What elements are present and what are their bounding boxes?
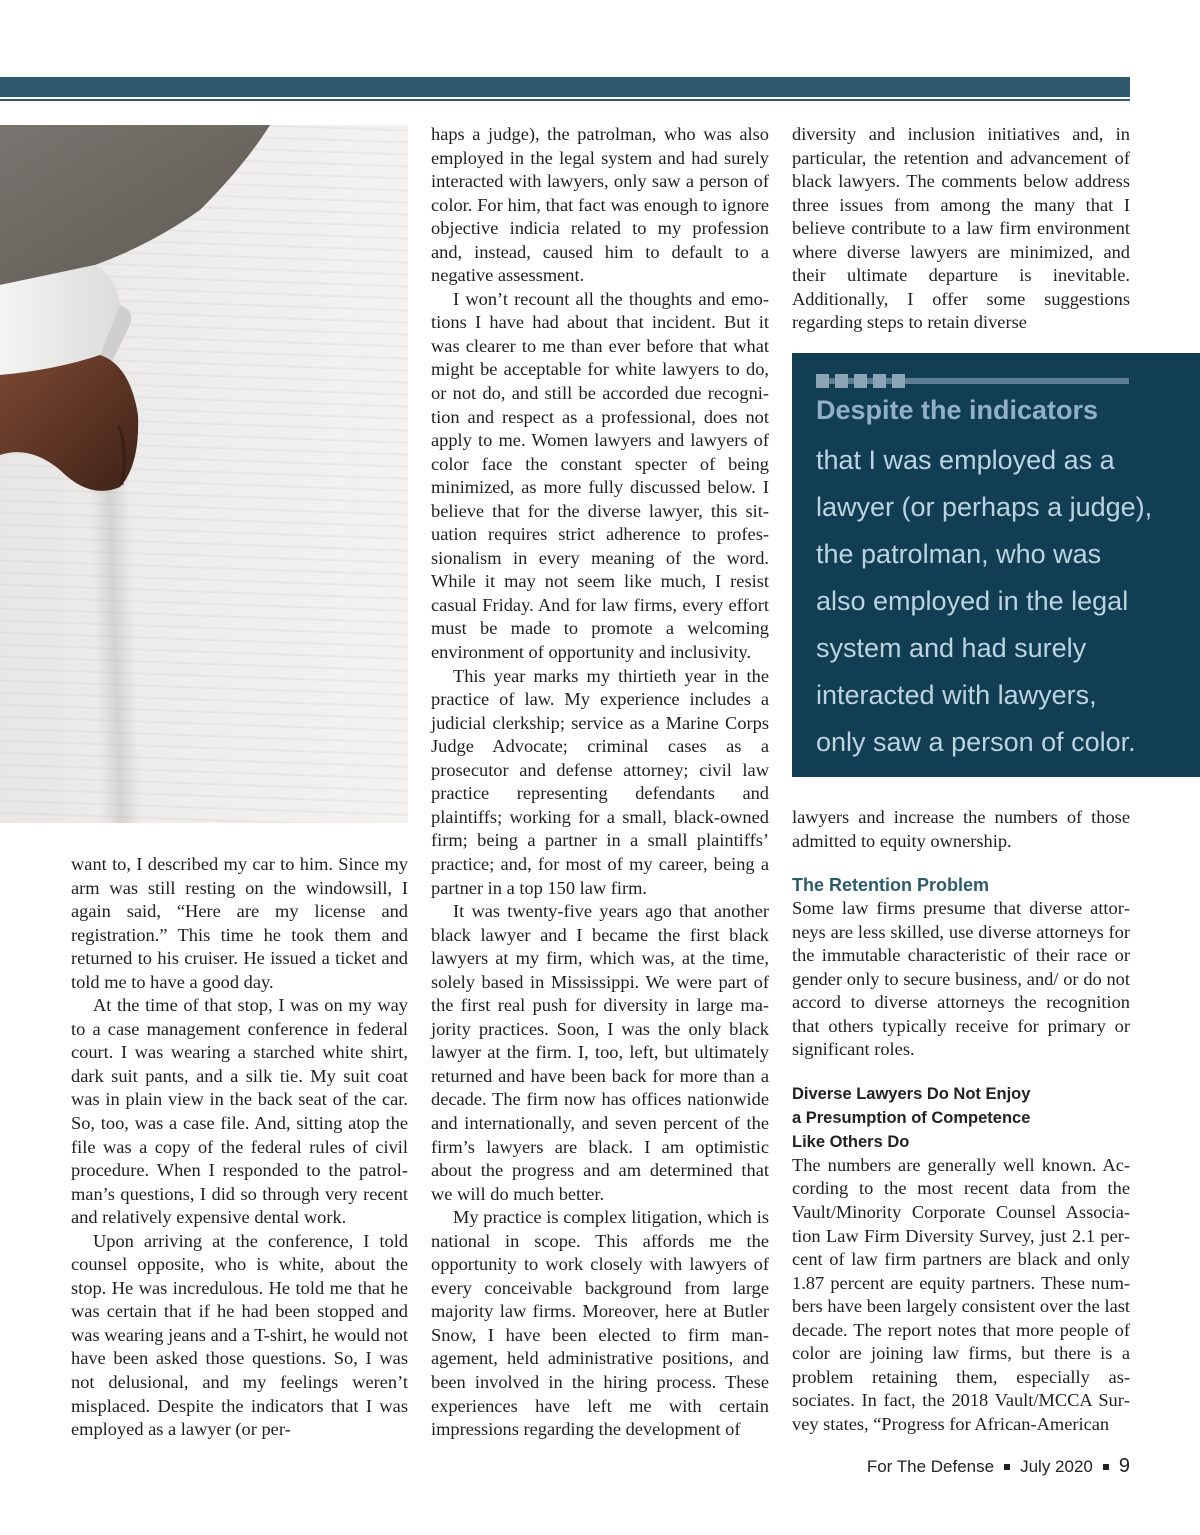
suited-arm-photo [0, 125, 408, 823]
paragraph: diversity and inclusion initiatives and, in particular, the retention and advancement of black lawyers. The comments below address three issues from among the many that I believe contribute to a law firm environment where diverse lawyers are minimized, and their ultimate departure is inevitable. Additionally, I offer some suggestions regarding steps to retain diverse [792, 124, 1130, 333]
paragraph: Some law firms presume that diverse attorneys are less skilled, use diverse attorneys for the immutable characteristic of their race or gender only to secure business, and/ or do not accord to diverse attorneys the recognition that others typically receive for primary or significant roles. [792, 898, 1130, 1060]
article-column-right-bottom [792, 806, 1130, 1436]
page-number: 9 [1118, 1455, 1130, 1477]
article-column-left [71, 853, 408, 1442]
pull-quote-line: the patrolman, who was [816, 539, 1102, 569]
paragraph: The numbers are generally well known. According to the most recent data from the Vault/Minority Corporate Counsel Association Law Firm Diversity Survey, just 2.1 percent of law firm partners are black and only 1.87 percent are equity partners. These numbers have been largely consistent over the last decade. The report notes that more people of color are joining law firms, but there is a problem retaining them, especially associates. In fact, the 2018 Vault/MCCA Survey states, “Progress for African-American [792, 1154, 1130, 1434]
paragraph: This year marks my thirtieth year in the practice of law. My experience includes a judicial clerkship; service as a Marine Corps Judge Advocate; criminal cases as a prosecutor and defense attorney; civil law practice representing defendants and plaintiffs; working for a small, black-owned firm; being a partner in a small plaintiffs’ practice; and, for most of my career, being a partner in a top 150 law firm. [431, 665, 769, 898]
subsection-heading-line: Like Others Do [792, 1132, 910, 1151]
paragraph: I won’t recount all the thoughts and emotions I have had about that incident. But it was clearer to me than ever before that what might be acceptable for white lawyers to do, or not do, and still be accorded due recognition and respect as a professional, does not apply to me. Women lawyers and lawyers of color face the constant specter of being minimized, as more fully discussed below. I believe that for the diverse lawyer, this situation requires strict adherence to professionalism in every meaning of the word. While it may not seem like much, I resist casual Friday. And for law firms, every effort must be made to promote a welcoming environment of opportunity and inclusivity. [431, 288, 769, 663]
pull-quote-line: system and had surely [816, 633, 1087, 663]
separator-bullet-icon [1004, 1464, 1010, 1470]
header-rule [0, 99, 1130, 101]
arm-illustration [0, 125, 408, 823]
issue-date: July 2020 [1020, 1456, 1093, 1476]
paragraph: It was twenty-five years ago that another black lawyer and I became the first black lawyers at my firm, which was, at the time, solely based in Mississippi. We were part of the first real push for diversity in large majority practices. Soon, I was the only black lawyer at the firm. I, too, left, but ultimately returned and have been back for more than a decade. The firm now has offices nationwide and internationally, and seven percent of the firm’s lawyers are black. I am optimistic about the progress and am determined that we will do much better. [431, 901, 769, 1204]
paragraph: lawyers and increase the numbers of those admitted to equity ownership. [792, 807, 1130, 851]
pull-quote-line: that I was employed as a [816, 445, 1115, 475]
pull-quote-body [816, 437, 1186, 766]
pull-quote-line: interacted with lawyers, [816, 680, 1097, 710]
pull-quote [792, 353, 1200, 777]
pull-quote-line: lawyer (or perhaps a judge), [816, 492, 1153, 522]
subsection-heading-line: a Presumption of Competence [792, 1108, 1031, 1127]
paragraph: At the time of that stop, I was on my way to a case management conference in federal court. I was wearing a starched white shirt, dark suit pants, and a silk tie. My suit coat was in plain view in the back seat of the car. So, too, was a case file. And, sitting atop the file was a copy of the federal rules of civil procedure. When I responded to the patrolman’s questions, I did so through very recent and relatively expensive dental work. [71, 995, 408, 1228]
pull-quote-line: only saw a person of color. [816, 727, 1136, 757]
subsection-heading-line: Diverse Lawyers Do Not Enjoy [792, 1084, 1031, 1103]
separator-bullet-icon [1103, 1464, 1109, 1470]
paragraph: My practice is complex litigation, which is national in scope. This affords me the opportunity to work closely with lawyers of every conceivable background from large majority law firms. Moreover, here at Butler Snow, I have been elected to firm management, held administrative positions, and been involved in the hiring process. These experiences have left me with certain impressions regarding the development of [431, 1207, 769, 1440]
subsection-heading [792, 1082, 1130, 1154]
paragraph: haps a judge), the patrolman, who was also employed in the legal system and had surely interacted with lawyers, only saw a person of color. For him, that fact was enough to ignore objective indicia related to my profession and, instead, caused him to default to a negative assessment. [431, 124, 769, 286]
pull-quote-heading: Despite the indicators [816, 395, 1099, 425]
header-color-bar [0, 77, 1130, 97]
paragraph: Upon arriving at the conference, I told counsel opposite, who is white, about the stop. He was incredulous. He told me that he was certain that if he had been stopped and was wearing jeans and a T-shirt, he would not have been asked those questions. So, I was not delusional, and my feelings weren’t misplaced. Despite the indicators that I was employed as a lawyer (or per- [71, 1230, 408, 1440]
article-column-middle [431, 123, 769, 1442]
publication-name: For The Defense [866, 1456, 995, 1476]
paragraph: want to, I described my car to him. Since my arm was still resting on the windowsill, I again said, “Here are my license and registration.” This time he took them and returned to his cruiser. He issued a ticket and told me to have a good day. [71, 854, 408, 992]
section-heading: The Retention Problem [792, 875, 990, 896]
pull-quote-squares-icon [816, 374, 905, 388]
pull-quote-line: also employed in the legal [816, 586, 1129, 616]
page-footer [867, 1455, 1130, 1478]
article-column-right-top [792, 123, 1130, 335]
